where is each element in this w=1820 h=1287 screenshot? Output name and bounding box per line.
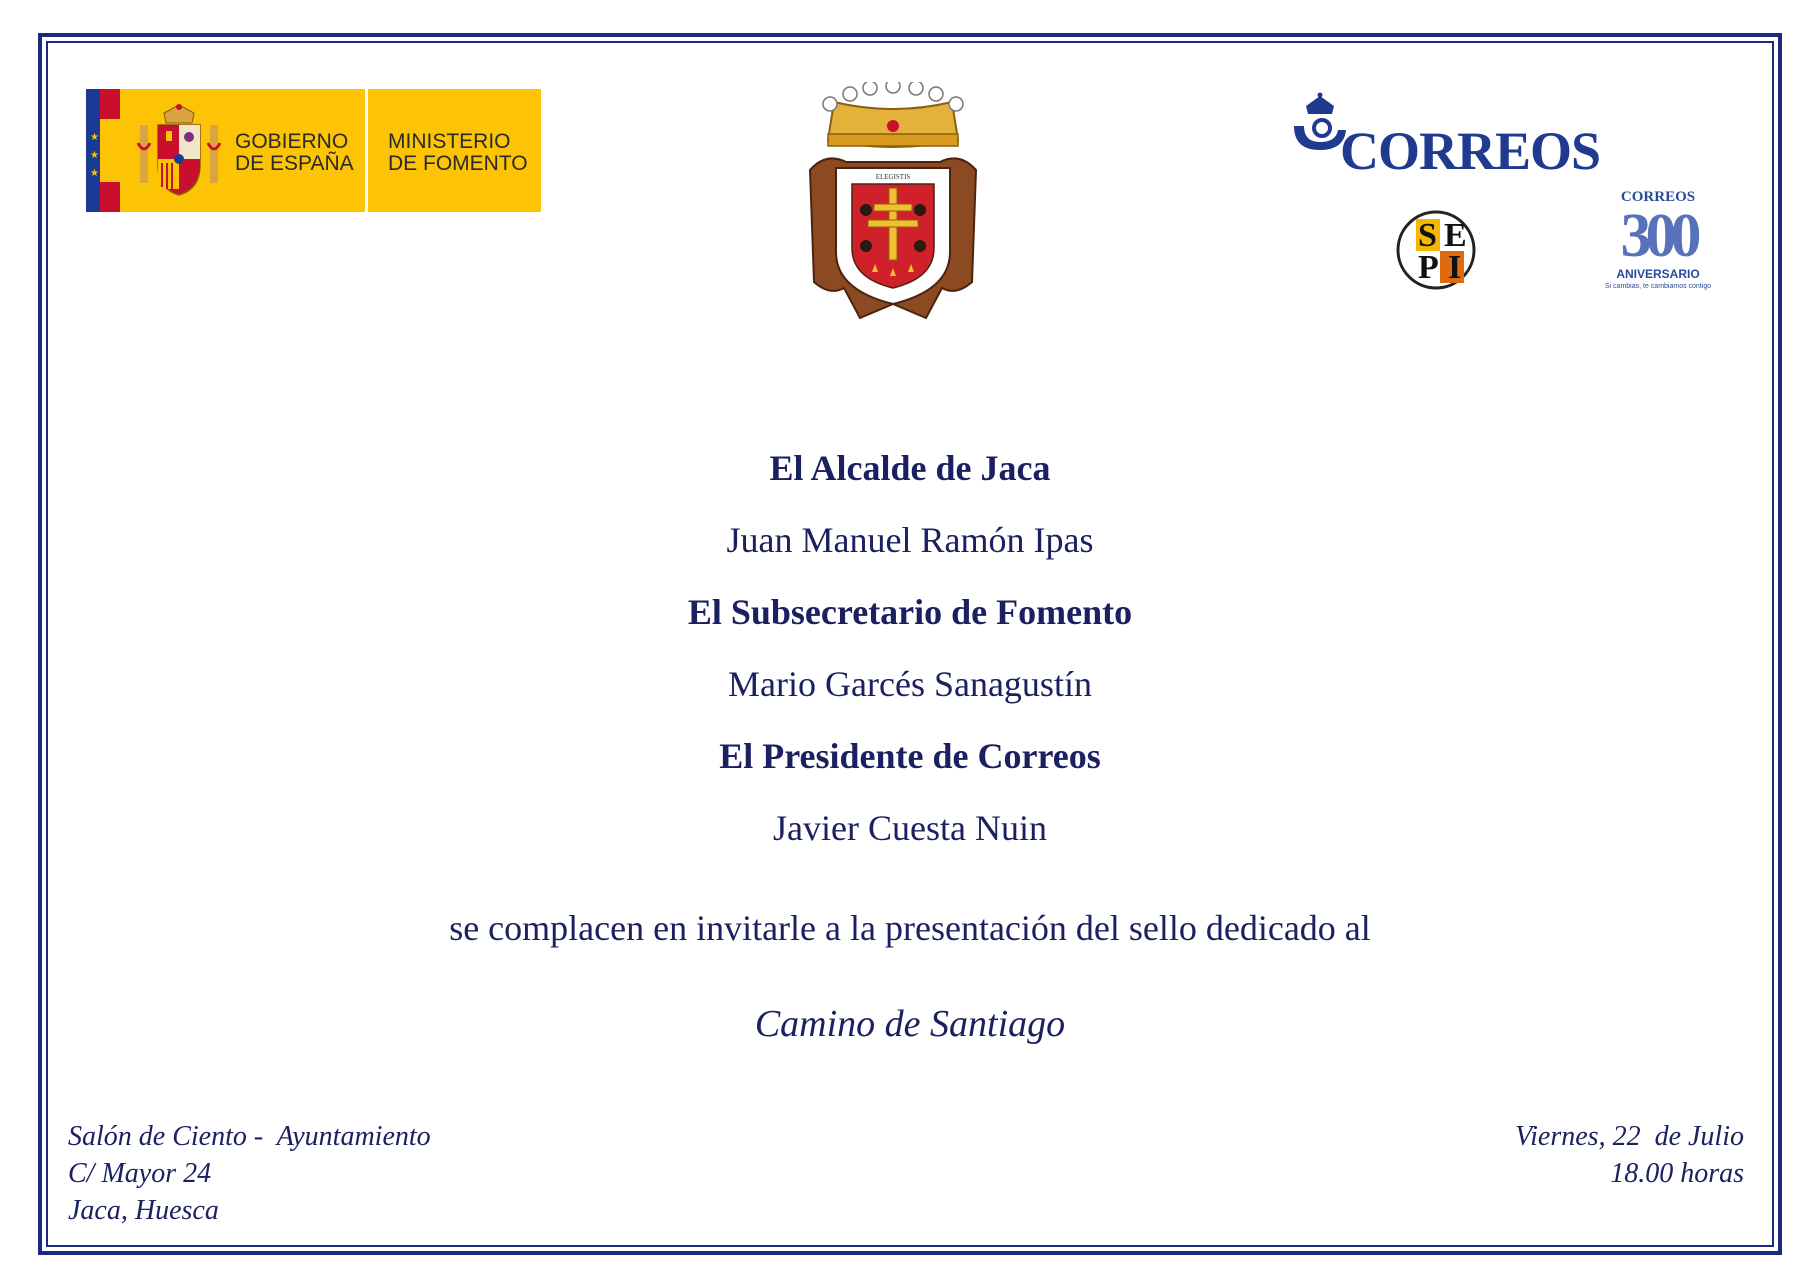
venue-line-3: Jaca, Huesca <box>68 1195 219 1226</box>
sepi-logo <box>1394 207 1478 293</box>
gov-text-line1: GOBIERNO <box>235 130 349 153</box>
correos-wordmark: CORREOS <box>1340 121 1601 181</box>
venue-line-2: C/ Mayor 24 <box>68 1158 212 1189</box>
correos-300-anniversary-logo <box>1594 183 1722 301</box>
sepi-letter-i: I <box>1448 249 1462 286</box>
sepi-letter-s: S <box>1418 217 1437 254</box>
venue-block <box>68 1118 431 1229</box>
host-2-title: El Subsecretario de Fomento <box>687 592 1133 632</box>
logo-divider <box>365 89 368 212</box>
anniversary-tagline: Si cambias, te cambiamos contigo <box>1604 283 1712 290</box>
schedule-block <box>1515 1118 1744 1192</box>
ministry-text-line1: MINISTERIO <box>388 130 511 153</box>
host-1-title: El Alcalde de Jaca <box>769 448 1051 488</box>
jaca-coat-of-arms-icon <box>806 82 980 326</box>
government-ministry-logo <box>86 89 541 212</box>
event-date: Viernes, 22 de Julio <box>1515 1121 1744 1152</box>
stamp-subject: Camino de Santiago <box>754 1003 1066 1045</box>
gov-text-line2: DE ESPAÑA <box>235 152 354 175</box>
anniversary-top-text: CORREOS <box>1620 189 1696 205</box>
spain-coat-of-arms-icon <box>136 103 222 201</box>
host-2-name: Mario Garcés Sanagustín <box>728 664 1092 704</box>
eu-flag-strip: ★ ★ ★ <box>86 89 120 212</box>
sepi-letter-p: P <box>1418 249 1439 286</box>
invitation-text: se complacen en invitarle a la presentación del sello dedicado al <box>449 908 1371 948</box>
event-time: 18.00 horas <box>1610 1158 1744 1189</box>
svg-text:ELEGISTIS: ELEGISTIS <box>875 173 911 181</box>
host-1-name: Juan Manuel Ramón Ipas <box>726 520 1094 560</box>
host-3-title: El Presidente de Correos <box>719 736 1101 776</box>
anniversary-label: ANIVERSARIO <box>1616 267 1700 281</box>
anniversary-number: 300 <box>1620 202 1696 270</box>
host-3-name: Javier Cuesta Nuin <box>773 808 1047 848</box>
venue-line-1: Salón de Ciento - Ayuntamiento <box>68 1121 431 1152</box>
correos-logo <box>1292 92 1601 182</box>
ministry-text-line2: DE FOMENTO <box>388 152 528 175</box>
sepi-letter-e: E <box>1444 217 1467 254</box>
